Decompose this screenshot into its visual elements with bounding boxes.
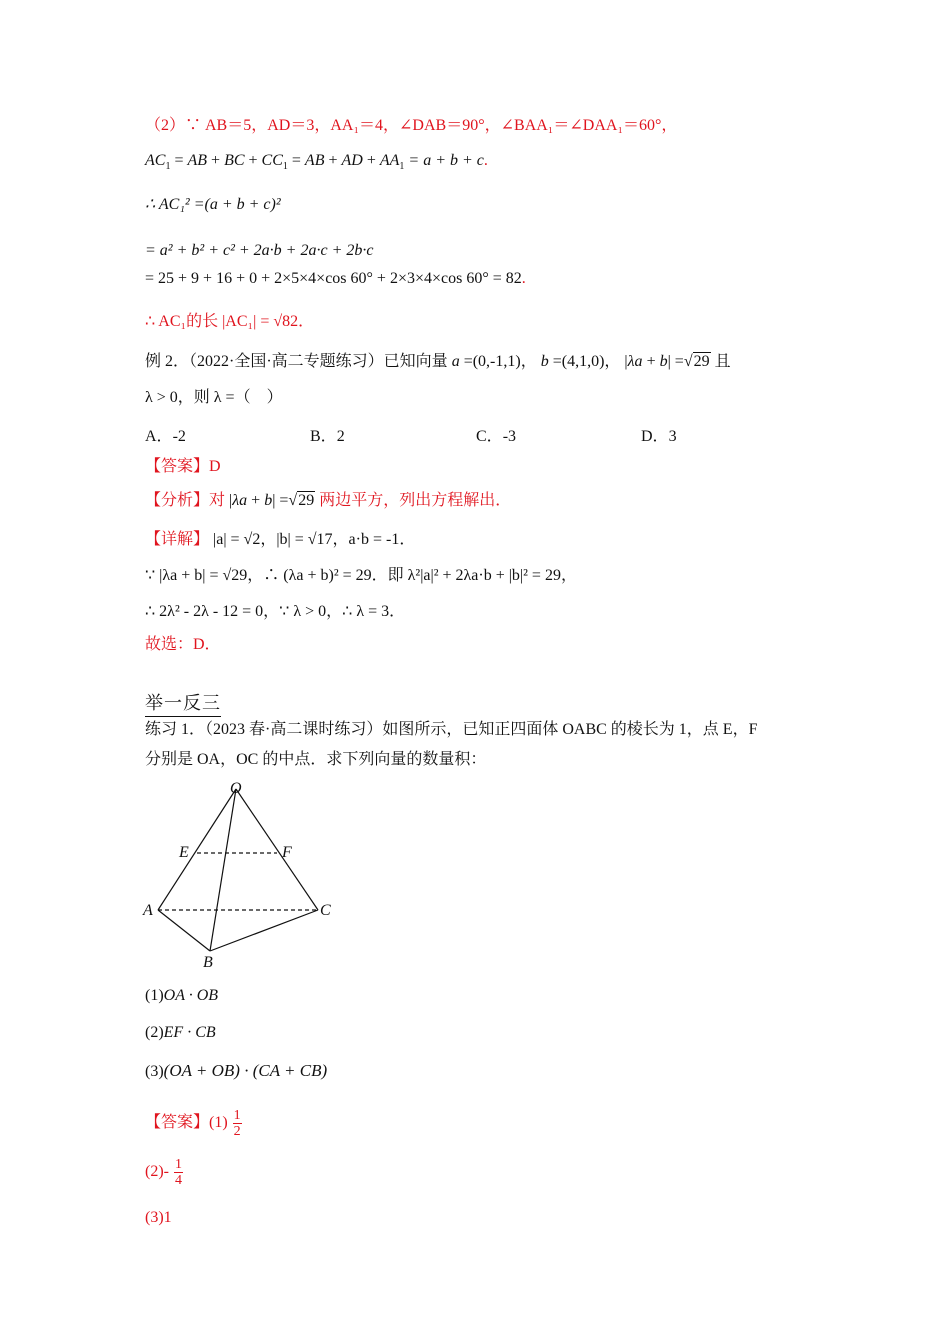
example-2-conclusion	[145, 634, 221, 656]
example-2-step-1	[145, 565, 577, 587]
exercise-text-1: （2023 春·高二课时练习）如图所示，已知正四面体 OABC 的棱长为 1，点 E，F	[205, 721, 758, 738]
exercise-answer-1: 【答案】(1) $\frac{1}{2}$	[145, 1107, 241, 1139]
edge-ob	[210, 789, 236, 951]
exercise-answer-3: (3)1	[145, 1209, 172, 1226]
statement-tail: 且	[714, 353, 731, 370]
solution-2-compute: = 25 + 9 + 16 + 0 + 2×5×4×cos 60° + 2×3×4×cos 60° = 82.	[145, 270, 526, 287]
solution-2-result: ∴ AC₁的长 |AC₁| = √82．	[145, 313, 315, 330]
section-heading-text: 举一反三	[145, 693, 221, 714]
given-text: （2）∵ AB＝5，AD＝3，AA₁＝4，∠DAB＝90°，∠BAA₁＝∠DAA₁＝60°，	[145, 117, 678, 134]
condition-text: λ > 0，则 λ =（ ）	[145, 389, 283, 406]
conclusion-text: 故选：D．	[145, 636, 221, 653]
label-b: B	[203, 954, 213, 971]
analysis-tag: 【分析】	[145, 492, 210, 509]
example-2-condition	[145, 387, 283, 409]
fraction-one-half: $\frac{1}{2}$	[233, 1107, 241, 1139]
vector-a-value: (0,-1,1)	[472, 353, 521, 370]
edge-ab	[158, 910, 210, 951]
solution-2-square	[145, 194, 281, 216]
norm-value: 29	[693, 353, 710, 370]
step-2-text: ∴ 2λ² - 2λ - 12 = 0，∵ λ > 0，∴ λ = 3．	[145, 603, 406, 620]
example-2-step-2	[145, 601, 405, 623]
answer-value: D	[209, 458, 221, 475]
option-d: D．3	[641, 428, 677, 445]
answer-tag: 【答案】	[145, 1114, 210, 1131]
example-2-analysis: 【分析】对 |λa + b| =√29 两边平方，列出方程解出．	[145, 492, 512, 509]
detail-text: |a| = √2，|b| = √17，a·b = -1．	[213, 531, 416, 548]
exercise-item-1: (1)OA · OB	[145, 987, 219, 1004]
edge-oa	[158, 789, 236, 910]
label-a: A	[143, 902, 153, 919]
solution-2-vector-sum: $AC_1$ = AB + BC + $CC_1$ = AB + AD + $AA_1 = a + b + c$.	[145, 152, 488, 172]
answer-tag: 【答案】	[145, 458, 210, 475]
example-2-detail	[145, 529, 415, 551]
label-f: F	[282, 844, 292, 861]
edge-cb	[210, 910, 318, 951]
tetrahedron-figure	[140, 775, 340, 975]
example-source: （2022·全国·高二专题练习）已知向量	[189, 353, 448, 370]
label-o: O	[230, 780, 242, 797]
exercise-item-3: (3)(OA + OB) · (CA + CB)	[145, 1061, 328, 1080]
exercise-answer-2: (2)- $\frac{1}{4}$	[145, 1156, 182, 1188]
solution-2-expand	[145, 240, 373, 262]
example-label: 例 2．	[145, 353, 190, 370]
fraction-one-quarter: $\frac{1}{4}$	[174, 1156, 182, 1188]
section-heading	[145, 692, 221, 717]
vector-b-value: (4,1,0)	[561, 353, 605, 370]
option-b: B．2	[310, 428, 345, 445]
square-text: ∴ AC₁² =(a + b + c)²	[145, 196, 281, 213]
exercise-item-2: (2)EF · CB	[145, 1024, 216, 1041]
solution-2-given	[145, 115, 677, 137]
result-text: ∴ AC₁的长 |AC₁| = √82	[145, 313, 299, 330]
detail-tag: 【详解】	[145, 531, 210, 548]
vector-sum-result: = a + b + c	[408, 152, 484, 169]
step-1-text: ∵ |λa + b| = √29，∴ (λa + b)² = 29．即 λ²|a|² + 2λa·b + |b|² = 29，	[145, 567, 577, 584]
exercise-label: 练习 1．	[145, 721, 206, 738]
edge-oc	[236, 789, 318, 910]
exercise-1-line-2	[145, 749, 486, 771]
example-2-answer	[145, 456, 221, 478]
expand-text: = a² + b² + c² + 2a·b + 2a·c + 2b·c	[145, 242, 374, 259]
analysis-text: 两边平方，列出方程解出．	[319, 492, 512, 509]
label-c: C	[320, 902, 331, 919]
option-a: A．-2	[145, 428, 186, 445]
example-2-statement: 例 2．（2022·全国·高二专题练习）已知向量 a =(0,-1,1)， b =(4,1,0)， |λa + b| =√29 且	[145, 353, 731, 370]
compute-text: = 25 + 9 + 16 + 0 + 2×5×4×cos 60° + 2×3×4×cos 60° = 82	[145, 270, 522, 287]
label-e: E	[179, 844, 189, 861]
exercise-1-line-1	[145, 719, 757, 741]
exercise-text-2: 分别是 OA，OC 的中点．求下列向量的数量积：	[145, 751, 487, 768]
option-c: C．-3	[476, 428, 517, 445]
